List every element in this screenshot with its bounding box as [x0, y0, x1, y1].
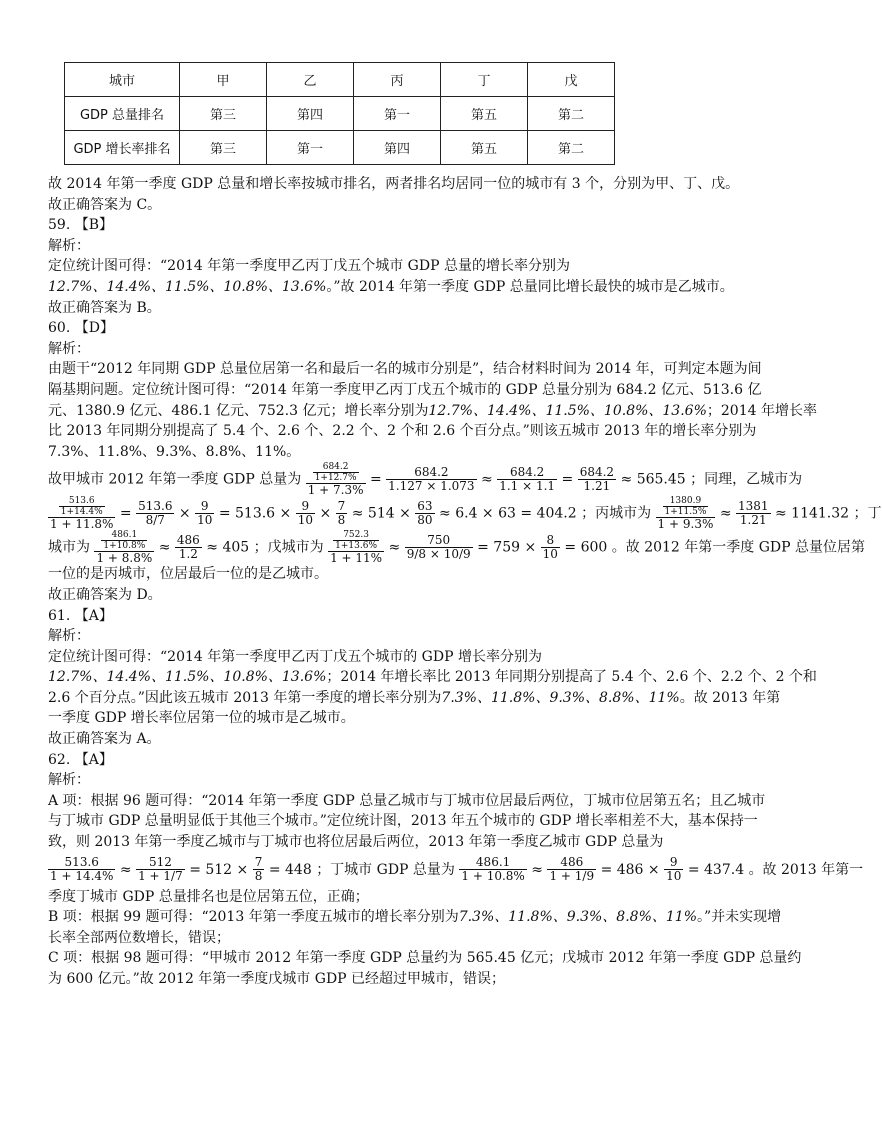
fraction: $\frac{\frac{684.2}{1+12.7\%}}{1 + 7.3\%}$ — [307, 462, 364, 498]
ranking-table — [64, 62, 615, 165]
text-span: B 项：根据 99 题可得：“2013 年第一季度五城市的增长率分别为 — [48, 909, 459, 926]
math-line: $\frac{513.6}{1 + 14.4\%}$ ≈ $\frac{512}{1 + 1/7}$ = 512 × $\frac{7}{8}$ = 448 ；丁城市 GDP 总量为 $\frac{486.1}{1 + 10.8\%}$ ≈ $\frac{486}{1 + 1/9}$ = 486 × $\frac{9}{10}$ = 437.4 。故 2013 年第一 — [50, 855, 864, 884]
text-line: 故正确答案为 C。 — [48, 196, 162, 213]
text-line: 由题干“2012 年同期 GDP 总量位居第一名和最后一名的城市分别是”，结合材料时间为 2014 年，可判定本题为间 — [48, 361, 762, 378]
question-number: 62. 【A】 — [48, 751, 113, 768]
text-line: 致，则 2013 年第一季度乙城市与丁城市也将位居最后两位，2013 年第一季度乙城市 GDP 总量为 — [48, 834, 664, 851]
text-line: 长率全部两位数增长，错误； — [48, 929, 230, 946]
fraction: $\frac{684.2}{1.127 \times 1.073}$ — [388, 465, 475, 494]
table-header-row — [65, 63, 615, 97]
fraction: $\frac{684.2}{1.21}$ — [579, 465, 615, 494]
math-line: 城市为 $\frac{\frac{486.1}{1+10.8\%}}{1 + 8.8\%}$ ≈ $\frac{486}{1.2}$ ≈ 405 ；戊城市为 $\frac{\frac{752.3}{1+13.6\%}}{1 + 11\%}$ ≈ $\frac{750}{9/8 \times 10/9}$ = 759 × $\frac{8}{10}$ = 600 。故 2012 年第一季度 GDP 总量位居第 — [48, 530, 866, 566]
fraction: $\frac{1381}{1.21}$ — [738, 499, 769, 528]
text-span: 。故 2012 年第一季度 GDP 总量位居第 — [611, 539, 866, 556]
text-line: 定位统计图可得：“2014 年第一季度甲乙丙丁戊五个城市的 GDP 增长率分别为 — [48, 648, 542, 665]
table-cell: 第三 — [180, 97, 267, 131]
table-row — [65, 97, 615, 131]
fraction: $\frac{7}{8}$ — [337, 499, 346, 528]
table-cell: 城市 — [65, 63, 180, 97]
fraction: $\frac{513.6}{1 + 14.4\%}$ — [50, 855, 114, 884]
text-line: 隔基期问题。定位统计图可得：“2014 年第一季度甲乙丙丁戊五个城市的 GDP 总量分别为 684.2 亿元、513.6 亿 — [48, 381, 762, 398]
text-line: A 项：根据 96 题可得：“2014 年第一季度 GDP 总量乙城市与丁城市位居最后两位，丁城市位居第五名；且乙城市 — [48, 792, 766, 809]
table-cell: 第一 — [267, 131, 354, 165]
fraction: $\frac{9}{10}$ — [297, 499, 314, 528]
fraction: $\frac{486}{1 + 1/9}$ — [549, 855, 595, 884]
text-line: 与丁城市 GDP 总量明显低于其他三个城市。”定位统计图，2013 年五个城市的 GDP 增长率相差不大，基本保持一 — [48, 813, 758, 830]
fraction: $\frac{512}{1 + 1/7}$ — [138, 855, 183, 884]
table-cell: 乙 — [267, 63, 354, 97]
fraction: $\frac{\frac{513.6}{1+14.4\%}}{1 + 11.8\%}$ — [50, 496, 114, 532]
fraction: $\frac{63}{80}$ — [417, 499, 433, 528]
text-span: 2.6 个百分点。”因此该五城市 2013 年第一季度的增长率分别为 — [48, 689, 442, 706]
text-line — [48, 277, 760, 298]
math-inline: 12.7%、14.4%、11.5%、10.8%、13.6% — [48, 669, 327, 686]
fraction: $\frac{750}{9/8 \times 10/9}$ — [406, 533, 471, 562]
text-line: 故正确答案为 B。 — [48, 299, 161, 316]
text-span: 。”故 2014 年第一季度 GDP 总量同比增长最快的城市是乙城市。 — [326, 278, 734, 295]
math-inline: 7.3%、11.8%、9.3%、8.8%、11% — [458, 909, 697, 926]
table-cell: 第四 — [267, 97, 354, 131]
table-cell: 第五 — [441, 97, 528, 131]
table-row — [65, 131, 615, 165]
text-span: 。故 2013 年第一 — [748, 861, 864, 878]
table-cell: 第二 — [528, 131, 615, 165]
text-span: 城市为 — [48, 539, 90, 556]
fraction: $\frac{7}{8}$ — [254, 855, 263, 884]
text-line: 7.3%、11.8%、9.3%、8.8%、11%。 — [48, 443, 301, 460]
text-line: 一季度 GDP 增长率位居第一位的城市是乙城市。 — [48, 710, 355, 727]
text-line: 季度丁城市 GDP 总量排名也是位居第五位，正确； — [48, 888, 369, 905]
text-span: 元、1380.9 亿元、486.1 亿元、752.3 亿元；增长率分别为 — [48, 402, 429, 419]
fraction: $\frac{9}{10}$ — [197, 499, 213, 528]
text-line: 故 2014 年第一季度 GDP 总量和增长率按城市排名，两者排名均居同一位的城市有 3 个，分别为甲、丁、戊。 — [48, 176, 740, 192]
math-inline: 12.7%、14.4%、11.5%、10.8%、13.6% — [48, 278, 327, 295]
table-cell: 第五 — [441, 131, 528, 165]
math-inline: 7.3%、11.8%、9.3%、8.8%、11% — [441, 689, 680, 706]
text-span: 。故 2013 年第 — [679, 689, 781, 706]
text-span: ；丁城市 GDP 总量为 — [316, 861, 455, 878]
text-span: 故甲城市 2012 年第一季度 GDP 总量为 — [48, 471, 302, 488]
question-number: 60. 【D】 — [48, 320, 114, 337]
table-cell: 戊 — [528, 63, 615, 97]
text-line: 故正确答案为 D。 — [48, 586, 162, 603]
table-cell: 第四 — [354, 131, 441, 165]
text-line — [48, 667, 817, 688]
fraction: $\frac{\frac{752.3}{1+13.6\%}}{1 + 11\%}$ — [330, 530, 383, 566]
fraction: $\frac{486}{1.2}$ — [176, 533, 200, 562]
table-cell: 第二 — [528, 97, 615, 131]
text-line: 为 600 亿元。”故 2012 年第一季度戊城市 GDP 已经超过甲城市，错误； — [48, 971, 506, 987]
text-line: 解析： — [48, 237, 90, 254]
text-line — [48, 688, 781, 709]
math-line: 故甲城市 2012 年第一季度 GDP 总量为 $\frac{\frac{684.2}{1+12.7\%}}{1 + 7.3\%}$ = $\frac{684.2}{1.127 \times 1.073}$ ≈ $\frac{684.2}{1.1 \times 1.1}$ = $\frac{684.2}{1.21}$ ≈ 565.45 ；同理，乙城市为 — [48, 462, 803, 498]
text-line: 比 2013 年同期分别提高了 5.4 个、2.6 个、2.2 个、2 个和 2.6 个百分点。”则该五城市 2013 年的增长率分别为 — [48, 423, 757, 440]
question-number: 61. 【A】 — [48, 607, 113, 624]
text-line — [48, 401, 817, 422]
text-line: C 项：根据 98 题可得：“甲城市 2012 年第一季度 GDP 总量约为 565.45 亿元；戊城市 2012 年第一季度 GDP 总量约 — [48, 950, 802, 967]
fraction: $\frac{684.2}{1.1 \times 1.1}$ — [499, 465, 556, 494]
table-cell: GDP 增长率排名 — [65, 131, 180, 165]
table-cell: GDP 总量排名 — [65, 97, 180, 131]
table-cell: 丙 — [354, 63, 441, 97]
fraction: $\frac{\frac{1380.9}{1+11.5\%}}{1 + 9.3\%}$ — [657, 496, 714, 532]
text-span: ；丁 — [853, 505, 882, 522]
question-number: 59. 【B】 — [48, 217, 114, 234]
table-cell: 第一 — [354, 97, 441, 131]
math-line: $\frac{\frac{513.6}{1+14.4\%}}{1 + 11.8\%}$ = $\frac{513.6}{8/7}$ × $\frac{9}{10}$ = 513.6 × $\frac{9}{10}$ × $\frac{7}{8}$ ≈ 514 × $\frac{63}{80}$ ≈ 6.4 × 63 = 404.2 ；丙城市为 $\frac{\frac{1380.9}{1+11.5\%}}{1 + 9.3\%}$ ≈ $\frac{1381}{1.21}$ ≈ 1141.32 ；丁 — [50, 496, 882, 532]
fraction: $\frac{513.6}{8/7}$ — [138, 499, 173, 528]
table-cell: 丁 — [441, 63, 528, 97]
fraction: $\frac{9}{10}$ — [666, 855, 682, 884]
text-line: 解析： — [48, 340, 90, 357]
text-span: ；戊城市为 — [253, 539, 324, 556]
text-line: 解析： — [48, 772, 90, 789]
text-line: 解析： — [48, 628, 90, 645]
text-line — [48, 907, 782, 928]
text-line: 一位的是丙城市，位居最后一位的是乙城市。 — [48, 566, 328, 583]
text-span: ；2014 年增长率 — [706, 402, 817, 419]
math-inline: 12.7%、14.4%、11.5%、10.8%、13.6% — [428, 402, 707, 419]
fraction: $\frac{486.1}{1 + 10.8\%}$ — [461, 855, 525, 884]
fraction: $\frac{\frac{486.1}{1+10.8\%}}{1 + 8.8\%}$ — [96, 530, 153, 566]
table-cell: 甲 — [180, 63, 267, 97]
text-span: ；丙城市为 — [581, 505, 652, 522]
fraction: $\frac{8}{10}$ — [542, 533, 558, 562]
text-line: 定位统计图可得：“2014 年第一季度甲乙丙丁戊五个城市 GDP 总量的增长率分别为 — [48, 258, 570, 275]
text-span: 。”并未实现增 — [697, 909, 782, 926]
text-span: ；同理，乙城市为 — [690, 471, 803, 488]
answer-text — [48, 174, 882, 990]
table-cell: 第三 — [180, 131, 267, 165]
text-line: 故正确答案为 A。 — [48, 731, 161, 748]
text-span: ；2014 年增长率比 2013 年同期分别提高了 5.4 个、2.6 个、2.2 个、2 个和 — [326, 669, 817, 686]
